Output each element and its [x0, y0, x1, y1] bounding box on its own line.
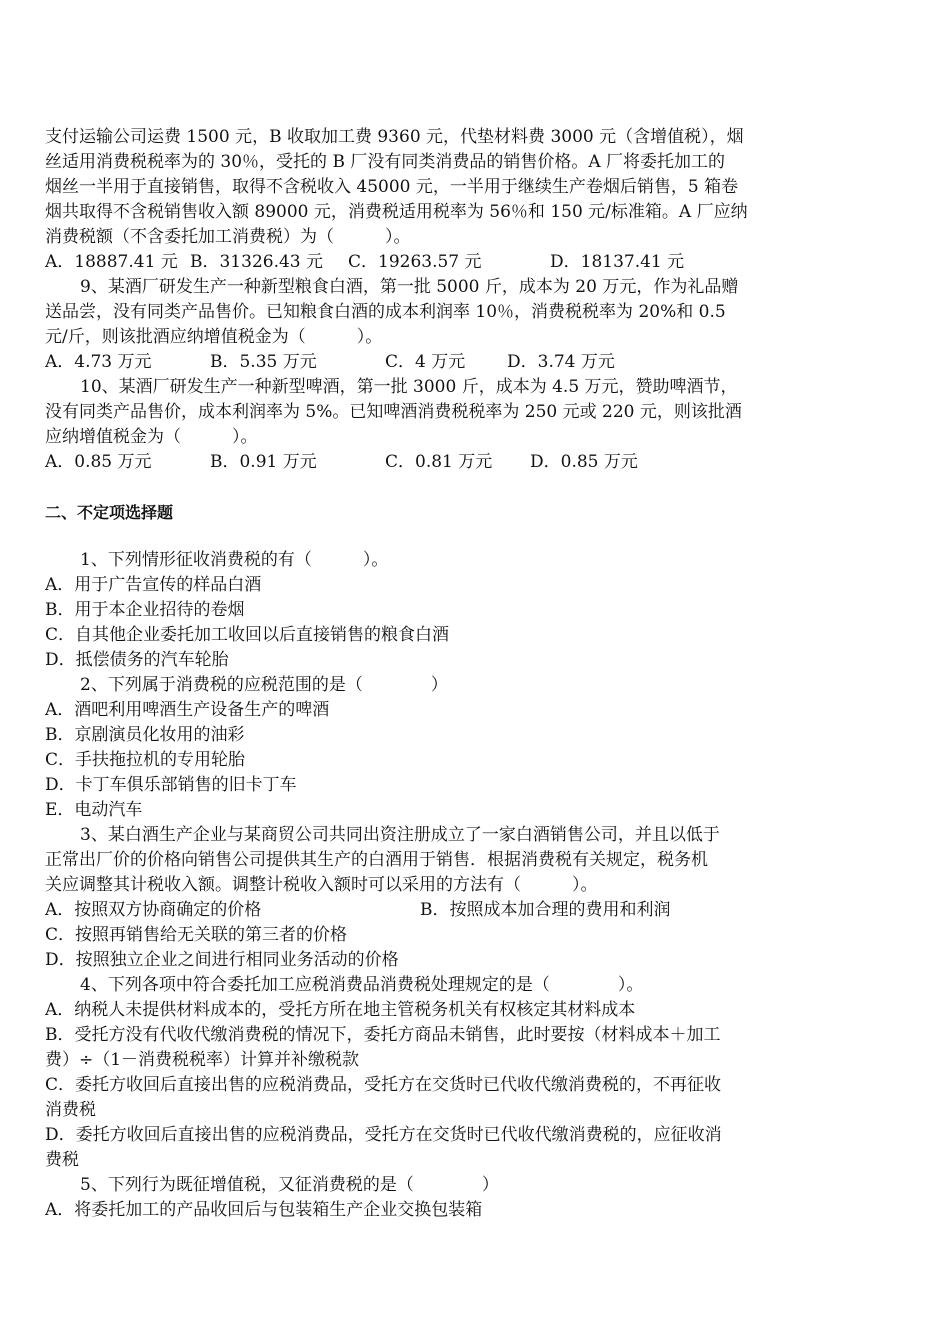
m4-stem: 4、下列各项中符合委托加工应税消费品消费税处理规定的是（ ）。	[80, 975, 644, 995]
q8-text-line: 消费税额（不含委托加工消费税）为（ ）。	[45, 227, 411, 247]
q8-text-line: 丝适用消费税税率为的 30％，受托的 B 厂没有同类消费品的销售价格。A 厂将委托加工的	[45, 152, 726, 172]
m4-option-c: C．委托方收回后直接出售的应税消费品，受托方在交货时已代收代缴消费税的，不再征收	[45, 1075, 722, 1095]
m2-option-d: D．卡丁车俱乐部销售的旧卡丁车	[45, 775, 297, 795]
q9-option-c: C．4 万元	[385, 352, 466, 372]
m3-option-d: D．按照独立企业之间进行相同业务活动的价格	[45, 950, 399, 970]
q9-option-b: B．5.35 万元	[210, 352, 317, 372]
m2-stem: 2、下列属于消费税的应税范围的是（ ）	[80, 675, 448, 695]
m4-option-b: B．受托方没有代收代缴消费税的情况下，委托方商品未销售，此时要按（材料成本＋加工	[45, 1025, 721, 1045]
q9-option-d: D．3.74 万元	[507, 352, 615, 372]
q10-option-b: B．0.91 万元	[210, 452, 317, 472]
m2-option-c: C．手扶拖拉机的专用轮胎	[45, 750, 246, 770]
q8-text-line: 烟共取得不含税销售收入额 89000 元，消费税适用税率为 56％和 150 元/标准箱。A 厂应纳	[45, 202, 748, 222]
q10-stem-line: 应纳增值税金为（ ）。	[45, 427, 258, 447]
m1-option-d: D．抵偿债务的汽车轮胎	[45, 650, 229, 670]
section-heading: 二、不定项选择题	[45, 503, 174, 522]
m3-option-b: B．按照成本加合理的费用和利润	[420, 900, 671, 920]
q8-option-a: A．18887.41 元	[45, 252, 178, 272]
m1-option-c: C．自其他企业委托加工收回以后直接销售的粮食白酒	[45, 625, 450, 645]
m2-option-a: A．酒吧利用啤酒生产设备生产的啤酒	[45, 700, 330, 720]
q10-option-c: C．0.81 万元	[385, 452, 493, 472]
m4-option-d-cont: 费税	[45, 1150, 79, 1170]
m1-option-b: B．用于本企业招待的卷烟	[45, 600, 245, 620]
m4-option-a: A．纳税人未提供材料成本的，受托方所在地主管税务机关有权核定其材料成本	[45, 1000, 636, 1020]
m1-stem: 1、下列情形征收消费税的有（ ）。	[80, 550, 389, 570]
q9-stem-line: 送品尝，没有同类产品售价。已知粮食白酒的成本利润率 10％，消费税税率为 20%和 0.5	[45, 302, 726, 322]
m3-stem-line: 关应调整其计税收入额。调整计税收入额时可以采用的方法有（ ）。	[45, 875, 598, 895]
q10-stem-line: 没有同类产品售价，成本利润率为 5%。已知啤酒消费税税率为 250 元或 220 元，则该批酒	[45, 402, 742, 422]
q9-option-a: A．4.73 万元	[45, 352, 152, 372]
m3-stem-line: 正常出厂价的价格向销售公司提供其生产的白酒用于销售．根据消费税有关规定，税务机	[45, 850, 708, 870]
m5-stem: 5、下列行为既征增值税，又征消费税的是（ ）	[80, 1175, 499, 1195]
m2-option-e: E．电动汽车	[45, 800, 143, 820]
m5-option-a: A．将委托加工的产品收回后与包装箱生产企业交换包装箱	[45, 1200, 483, 1220]
m4-option-d: D．委托方收回后直接出售的应税消费品，受托方在交货时已代收代缴消费税的，应征收消	[45, 1125, 722, 1145]
m2-option-b: B．京剧演员化妆用的油彩	[45, 725, 245, 745]
q8-option-b: B．31326.43 元	[190, 252, 324, 272]
q8-option-c: C．19263.57 元	[348, 252, 482, 272]
q8-option-d: D．18137.41 元	[550, 252, 685, 272]
m4-option-c-cont: 消费税	[45, 1100, 96, 1120]
q8-text-line: 烟丝一半用于直接销售，取得不含税收入 45000 元，一半用于继续生产卷烟后销售，5 箱卷	[45, 177, 739, 197]
q8-text-line: 支付运输公司运费 1500 元，B 收取加工费 9360 元，代垫材料费 3000 元（含增值税），烟	[45, 127, 744, 147]
m3-option-a: A．按照双方协商确定的价格	[45, 900, 262, 920]
m3-option-c: C．按照再销售给无关联的第三者的价格	[45, 925, 348, 945]
m1-option-a: A．用于广告宣传的样品白酒	[45, 575, 262, 595]
q10-stem-line: 10、某酒厂研发生产一种新型啤酒，第一批 3000 斤，成本为 4.5 万元，赞助啤酒节，	[80, 377, 738, 397]
m3-stem-line: 3、某白酒生产企业与某商贸公司共同出资注册成立了一家白酒销售公司，并且以低于	[80, 825, 720, 845]
q10-option-a: A．0.85 万元	[45, 452, 152, 472]
q9-stem-line: 9、某酒厂研发生产一种新型粮食白酒，第一批 5000 斤，成本为 20 万元，作为礼品赠	[80, 277, 739, 297]
q10-option-d: D．0.85 万元	[530, 452, 638, 472]
q9-stem-line: 元/斤，则该批酒应纳增值税金为（ ）。	[45, 327, 383, 347]
m4-option-b-cont: 费）÷（1－消费税税率）计算并补缴税款	[45, 1050, 360, 1070]
